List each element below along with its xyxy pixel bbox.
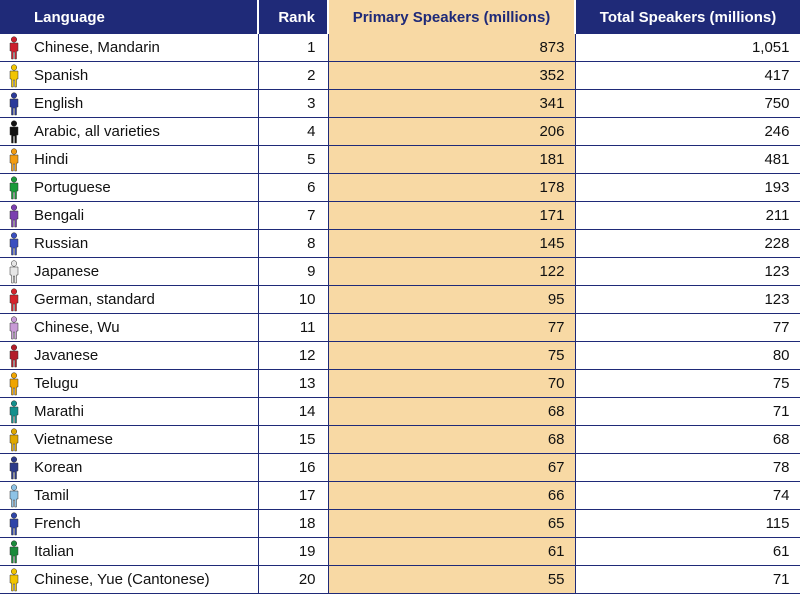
total-speakers-cell: 74	[575, 482, 800, 510]
person-figure-icon	[8, 428, 20, 452]
person-figure-icon	[8, 568, 20, 592]
table-row	[0, 34, 800, 62]
header-language: Language	[28, 0, 258, 34]
table-row	[0, 90, 800, 118]
table-row	[0, 146, 800, 174]
table-row	[0, 510, 800, 538]
rank-cell: 6	[258, 174, 328, 202]
rank-cell: 7	[258, 202, 328, 230]
primary-speakers-cell: 66	[328, 482, 575, 510]
language-cell: Korean	[28, 454, 258, 482]
language-cell: Javanese	[28, 342, 258, 370]
row-icon-cell	[0, 454, 28, 482]
rank-cell: 14	[258, 398, 328, 426]
person-figure-icon	[8, 288, 20, 312]
rank-cell: 13	[258, 370, 328, 398]
total-speakers-cell: 228	[575, 230, 800, 258]
language-cell: Hindi	[28, 146, 258, 174]
language-cell: Chinese, Wu	[28, 314, 258, 342]
person-figure-icon	[8, 64, 20, 88]
person-figure-icon	[8, 540, 20, 564]
primary-speakers-cell: 95	[328, 286, 575, 314]
table-row	[0, 398, 800, 426]
total-speakers-cell: 78	[575, 454, 800, 482]
table-body	[0, 34, 800, 594]
total-speakers-cell: 193	[575, 174, 800, 202]
total-speakers-cell: 1,051	[575, 34, 800, 62]
primary-speakers-cell: 70	[328, 370, 575, 398]
total-speakers-cell: 750	[575, 90, 800, 118]
language-cell: Telugu	[28, 370, 258, 398]
primary-speakers-cell: 352	[328, 62, 575, 90]
rank-cell: 8	[258, 230, 328, 258]
primary-speakers-cell: 61	[328, 538, 575, 566]
primary-speakers-cell: 65	[328, 510, 575, 538]
table-row	[0, 230, 800, 258]
person-figure-icon	[8, 484, 20, 508]
row-icon-cell	[0, 314, 28, 342]
row-icon-cell	[0, 258, 28, 286]
row-icon-cell	[0, 230, 28, 258]
rank-cell: 1	[258, 34, 328, 62]
primary-speakers-cell: 341	[328, 90, 575, 118]
primary-speakers-cell: 68	[328, 398, 575, 426]
person-figure-icon	[8, 260, 20, 284]
table-row	[0, 62, 800, 90]
rank-cell: 12	[258, 342, 328, 370]
rank-cell: 16	[258, 454, 328, 482]
header-total-speakers: Total Speakers (millions)	[575, 0, 800, 34]
header-icon-cell	[0, 0, 28, 34]
person-figure-icon	[8, 344, 20, 368]
total-speakers-cell: 123	[575, 258, 800, 286]
person-figure-icon	[8, 400, 20, 424]
table-row	[0, 118, 800, 146]
language-cell: French	[28, 510, 258, 538]
primary-speakers-cell: 122	[328, 258, 575, 286]
header-rank: Rank	[258, 0, 328, 34]
person-figure-icon	[8, 372, 20, 396]
row-icon-cell	[0, 482, 28, 510]
primary-speakers-cell: 171	[328, 202, 575, 230]
row-icon-cell	[0, 370, 28, 398]
row-icon-cell	[0, 90, 28, 118]
primary-speakers-cell: 67	[328, 454, 575, 482]
person-figure-icon	[8, 120, 20, 144]
table-row	[0, 258, 800, 286]
table-row	[0, 202, 800, 230]
row-icon-cell	[0, 510, 28, 538]
row-icon-cell	[0, 286, 28, 314]
language-cell: Arabic, all varieties	[28, 118, 258, 146]
total-speakers-cell: 68	[575, 426, 800, 454]
language-cell: Bengali	[28, 202, 258, 230]
row-icon-cell	[0, 342, 28, 370]
row-icon-cell	[0, 538, 28, 566]
primary-speakers-cell: 75	[328, 342, 575, 370]
table-row	[0, 454, 800, 482]
row-icon-cell	[0, 174, 28, 202]
row-icon-cell	[0, 146, 28, 174]
person-figure-icon	[8, 456, 20, 480]
person-figure-icon	[8, 316, 20, 340]
rank-cell: 15	[258, 426, 328, 454]
language-cell: Japanese	[28, 258, 258, 286]
primary-speakers-cell: 77	[328, 314, 575, 342]
person-figure-icon	[8, 176, 20, 200]
total-speakers-cell: 123	[575, 286, 800, 314]
header-primary-speakers: Primary Speakers (millions)	[328, 0, 575, 34]
row-icon-cell	[0, 426, 28, 454]
rank-cell: 9	[258, 258, 328, 286]
language-cell: Vietnamese	[28, 426, 258, 454]
language-cell: Chinese, Mandarin	[28, 34, 258, 62]
total-speakers-cell: 211	[575, 202, 800, 230]
row-icon-cell	[0, 34, 28, 62]
primary-speakers-cell: 68	[328, 426, 575, 454]
language-cell: English	[28, 90, 258, 118]
rank-cell: 19	[258, 538, 328, 566]
table-row	[0, 566, 800, 594]
total-speakers-cell: 61	[575, 538, 800, 566]
table-row	[0, 426, 800, 454]
total-speakers-cell: 71	[575, 566, 800, 594]
total-speakers-cell: 246	[575, 118, 800, 146]
primary-speakers-cell: 145	[328, 230, 575, 258]
rank-cell: 10	[258, 286, 328, 314]
primary-speakers-cell: 206	[328, 118, 575, 146]
total-speakers-cell: 417	[575, 62, 800, 90]
primary-speakers-cell: 873	[328, 34, 575, 62]
language-cell: Russian	[28, 230, 258, 258]
table-row	[0, 286, 800, 314]
total-speakers-cell: 75	[575, 370, 800, 398]
total-speakers-cell: 80	[575, 342, 800, 370]
total-speakers-cell: 481	[575, 146, 800, 174]
table-row	[0, 482, 800, 510]
person-figure-icon	[8, 92, 20, 116]
language-cell: Italian	[28, 538, 258, 566]
total-speakers-cell: 115	[575, 510, 800, 538]
language-cell: Tamil	[28, 482, 258, 510]
person-figure-icon	[8, 148, 20, 172]
row-icon-cell	[0, 566, 28, 594]
language-cell: Chinese, Yue (Cantonese)	[28, 566, 258, 594]
person-figure-icon	[8, 36, 20, 60]
row-icon-cell	[0, 118, 28, 146]
primary-speakers-cell: 55	[328, 566, 575, 594]
header-row	[0, 0, 800, 34]
person-figure-icon	[8, 512, 20, 536]
row-icon-cell	[0, 202, 28, 230]
person-figure-icon	[8, 204, 20, 228]
rank-cell: 17	[258, 482, 328, 510]
table-row	[0, 314, 800, 342]
table-row	[0, 174, 800, 202]
rank-cell: 18	[258, 510, 328, 538]
rank-cell: 11	[258, 314, 328, 342]
rank-cell: 3	[258, 90, 328, 118]
table-row	[0, 370, 800, 398]
table-row	[0, 538, 800, 566]
row-icon-cell	[0, 398, 28, 426]
language-cell: Spanish	[28, 62, 258, 90]
total-speakers-cell: 77	[575, 314, 800, 342]
total-speakers-cell: 71	[575, 398, 800, 426]
primary-speakers-cell: 178	[328, 174, 575, 202]
rank-cell: 4	[258, 118, 328, 146]
language-cell: Portuguese	[28, 174, 258, 202]
rank-cell: 5	[258, 146, 328, 174]
language-cell: Marathi	[28, 398, 258, 426]
language-cell: German, standard	[28, 286, 258, 314]
person-figure-icon	[8, 232, 20, 256]
table-row	[0, 342, 800, 370]
rank-cell: 20	[258, 566, 328, 594]
primary-speakers-cell: 181	[328, 146, 575, 174]
row-icon-cell	[0, 62, 28, 90]
rank-cell: 2	[258, 62, 328, 90]
